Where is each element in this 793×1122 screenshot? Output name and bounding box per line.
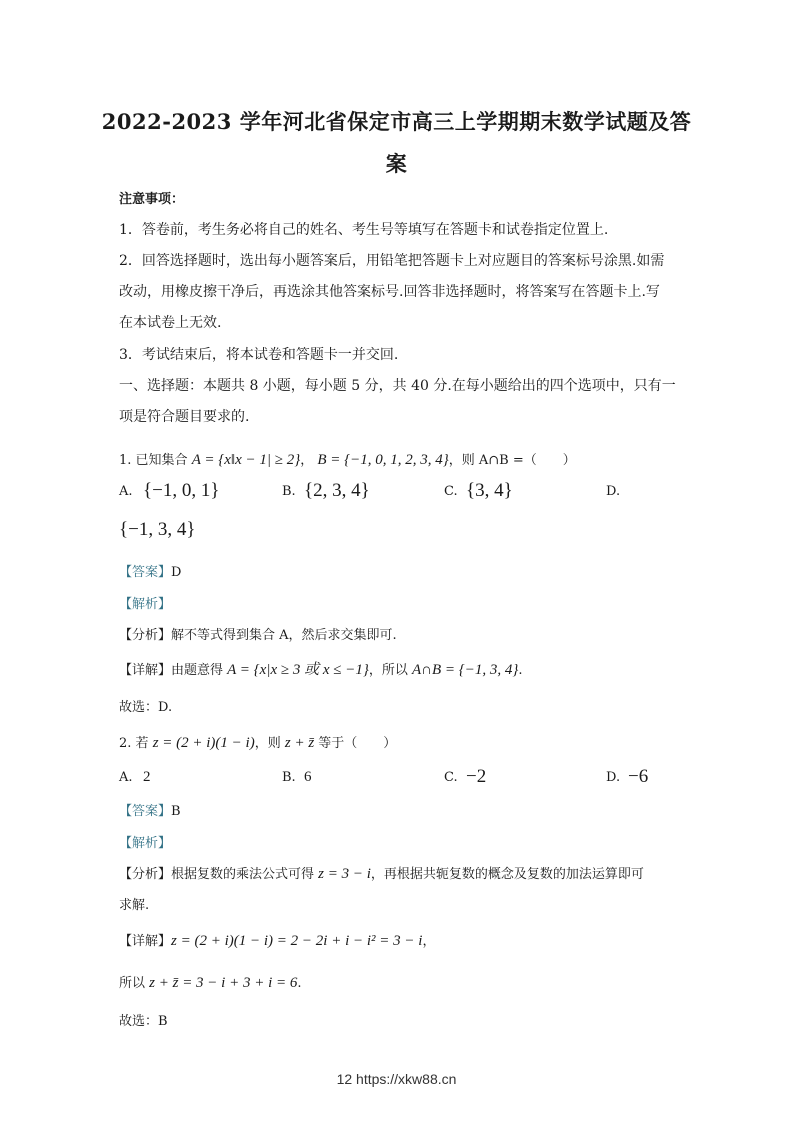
q2-detail (119, 930, 435, 950)
q2-fenxi-text-a: 根据复数的乘法公式可得 (171, 867, 319, 882)
notes-heading: 注意事项： (119, 192, 185, 207)
section-heading-line-1: 一、选择题：本题共 8 小题，每小题 5 分，共 40 分.在每小题给出的四个选项中，只有一 (119, 378, 676, 394)
note-2-line-3: 在本试卷上无效. (119, 315, 222, 331)
q2-fenxi-tag: 【分析】 (119, 867, 172, 882)
q2-option-c-label: C. (444, 770, 458, 785)
q1-prefix: 1. 已知集合 (119, 453, 188, 468)
q1-option-d-label: D. (606, 484, 621, 499)
q1-detail-end: . (518, 663, 523, 678)
q1-option-a-label: A. (119, 484, 133, 499)
q2-option-d-label: D. (606, 770, 621, 785)
q2-mid: ，则 (254, 736, 281, 751)
page-footer: 12 https://xkw88.cn (336, 1071, 457, 1087)
title-line-2: 案 (385, 151, 408, 176)
q1-tail: ，则 A∩B =（ ） (448, 453, 576, 468)
note-2-line-2: 改动，用橡皮擦干净后，再选涂其他答案标号.回答非选择题时，将答案写在答题卡上.写 (119, 284, 660, 300)
q2-fenxi-text-b: ，再根据共轭复数的概念及复数的加法运算即可 (370, 867, 644, 882)
q2-option-c: −2 (466, 766, 487, 787)
note-3: 3．考试结束后，将本试卷和答题卡一并交回. (119, 347, 399, 363)
q2-answer (119, 800, 181, 819)
q2-detail-end: ， (422, 934, 436, 949)
q1-set-b: B = {−1, 0, 1, 2, 3, 4} (317, 452, 449, 468)
q1-option-c-label: C. (444, 484, 458, 499)
q2-fenxi-line-2: 求解. (119, 898, 150, 913)
q2-answer-value: B (171, 804, 181, 819)
q1-fenxi-tag: 【分析】 (119, 628, 172, 643)
q1-answer (119, 561, 181, 580)
q1-option-b-label: B. (282, 484, 296, 499)
note-1: 1．答卷前，考生务必将自己的姓名、考生号等填写在答题卡和试卷指定位置上. (119, 222, 609, 238)
q1-comma: ， (300, 453, 314, 468)
q2-option-a-label: A. (119, 770, 133, 785)
q2-so-expr: z + z̄ = 3 − i + 3 + i = 6 (149, 975, 298, 991)
q2-option-b: 6 (304, 769, 312, 785)
q2-option-b-label: B. (282, 770, 296, 785)
q2-option-d: −6 (628, 766, 649, 787)
q2-detail-expr: z = (2 + i)(1 − i) = 2 − 2i + i − i² = 3 − i (171, 933, 423, 949)
q1-choose: 故选：D. (119, 700, 173, 715)
note-2-line-1: 2．回答选择题时，选出每小题答案后，用铅笔把答题卡上对应题目的答案标号涂黑.如需 (119, 253, 665, 269)
q1-detail-pre: 由题意得 (171, 663, 228, 678)
q2-analysis-tag: 【解析】 (119, 836, 172, 851)
q2-expr: z = (2 + i)(1 − i) (152, 735, 255, 751)
q2-tail: 等于（ ） (314, 736, 397, 751)
q1-set-a: A = {x‖x − 1| ≥ 2} (191, 452, 301, 468)
q1-detail-mid: ，所以 (368, 663, 412, 678)
q2-fenxi-expr: z = 3 − i (318, 866, 371, 882)
q1-stem (119, 449, 576, 469)
q1-analysis-tag: 【解析】 (119, 597, 172, 612)
q1-answer-tag: 【答案】 (119, 565, 172, 580)
q2-detail-tag: 【详解】 (119, 934, 172, 949)
q1-option-a: {−1, 0, 1} (143, 480, 220, 501)
q2-so (119, 972, 302, 992)
q1-answer-value: D (171, 565, 182, 580)
q2-stem (119, 732, 396, 752)
q2-option-a: 2 (143, 769, 151, 785)
q2-fenxi-line-1 (119, 863, 644, 883)
q2-choose: 故选：B (119, 1014, 168, 1029)
q1-detail-tag: 【详解】 (119, 663, 172, 678)
q1-detail-result: A∩B = {−1, 3, 4} (412, 662, 519, 678)
q1-detail (119, 658, 523, 679)
q1-option-c: {3, 4} (466, 480, 513, 501)
q1-fenxi-text: 解不等式得到集合 A，然后求交集即可. (171, 628, 397, 643)
title-line-1: 2022-2023 学年河北省保定市高三上学期期末数学试题及答 (101, 109, 692, 134)
q2-prefix: 2. 若 (119, 736, 149, 751)
q2-answer-tag: 【答案】 (119, 804, 172, 819)
q2-expr2: z + z̄ (284, 735, 315, 751)
q2-so-end: . (297, 976, 302, 991)
q2-so-pre: 所以 (119, 976, 150, 991)
q1-fenxi (119, 624, 397, 643)
q1-detail-set: A = {x|x ≥ 3 或 x ≤ −1} (227, 662, 369, 678)
section-heading-line-2: 项是符合题目要求的. (119, 409, 250, 425)
q1-option-d: {−1, 3, 4} (119, 519, 196, 540)
q1-option-b: {2, 3, 4} (304, 480, 370, 501)
